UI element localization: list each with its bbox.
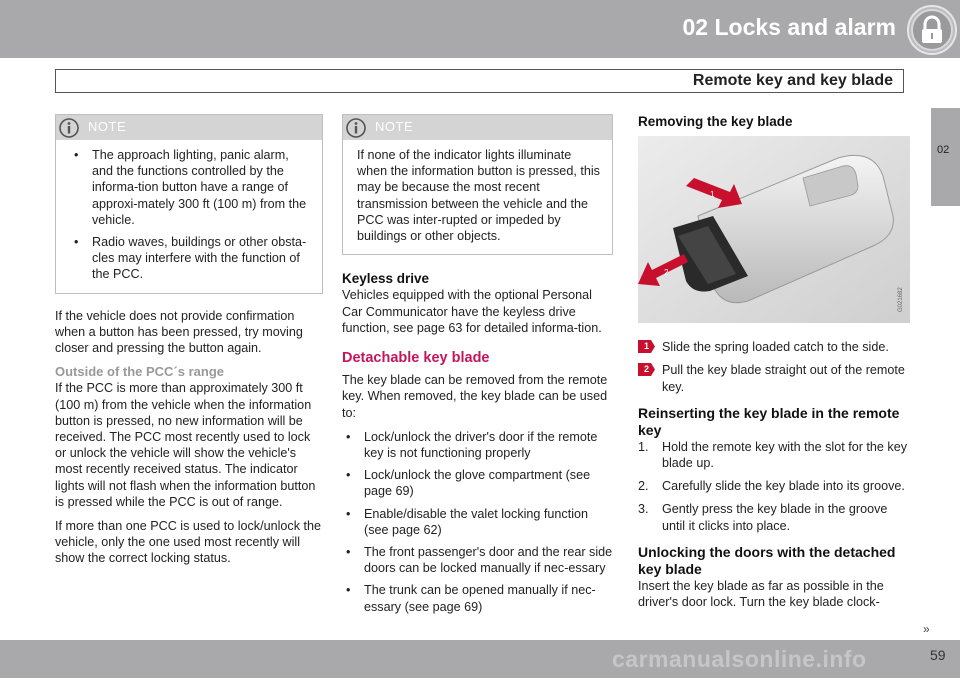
reinserting-steps — [638, 439, 910, 534]
paragraph: Vehicles equipped with the optional Personal Car Communicator have the keyless drive function, see page 63 for detailed informa-tion. — [342, 288, 602, 335]
section-bar — [55, 69, 904, 93]
note-body: If none of the indicator lights illuminate when the information button is pressed, this may be because the most recent transmission between the vehicle and the PCC was inter-rupted or impeded by buildings or other objects. — [357, 148, 600, 244]
paragraph: If the vehicle does not provide confirmation when a button has been pressed, try moving closer and pressing the button again. — [55, 308, 303, 356]
chapter-side-tab[interactable] — [931, 108, 960, 206]
note-box — [342, 114, 613, 255]
step-marker-2: 2 — [638, 363, 655, 376]
column-middle — [342, 114, 613, 615]
note-label: NOTE — [375, 119, 414, 135]
chapter-side-tab-label: 02 — [937, 144, 950, 156]
paragraph: Insert the key blade as far as possible in the driver's door lock. Turn the key blade clock- — [638, 578, 884, 610]
page-number: 59 — [930, 647, 946, 663]
figure-callout: 1 — [710, 190, 715, 200]
next-page-arrows-icon[interactable]: » — [923, 622, 927, 636]
column-left — [55, 114, 323, 575]
list-item: 1 Slide the spring loaded catch to the side. — [638, 339, 910, 355]
removing-steps — [638, 339, 910, 395]
paragraph: The key blade can be removed from the remote key. When removed, the key blade can be used to: — [342, 373, 608, 420]
heading-detachable-key-blade: Detachable key blade — [342, 350, 490, 367]
note-body — [56, 140, 322, 293]
heading-unlocking-doors: Unlocking the doors with the detached key blade — [638, 543, 896, 577]
list-item: • The trunk can be opened manually if nec-essary (see page 69) — [346, 583, 596, 614]
key-blade-illustration — [638, 136, 910, 323]
figure-code: G021682 — [898, 287, 904, 313]
list-item: 3. Gently press the key blade in the groove until it clicks into place. — [638, 502, 888, 533]
heading-reinserting-key-blade: Reinserting the key blade in the remote key — [638, 404, 900, 438]
list-item: • Radio waves, buildings or other obsta-cles may interfere with the function of the PCC. — [74, 235, 307, 282]
column-right — [638, 114, 910, 618]
list-item: 1. Hold the remote key with the slot for the key blade up. — [638, 439, 907, 471]
info-icon — [346, 118, 366, 138]
subheading-out-of-range: Outside of the PCC´s range — [55, 364, 225, 380]
list-item: • The front passenger's door and the rear side doors can be locked manually if nec-essary — [346, 545, 613, 576]
watermark: carmanualsonline.info — [612, 646, 867, 672]
note-header — [56, 115, 322, 140]
note-label: NOTE — [88, 119, 127, 135]
list-item: 2 Pull the key blade straight out of the remote key. — [638, 362, 910, 394]
note-header — [343, 115, 612, 140]
list-item: • The approach lighting, panic alarm, and the functions controlled by the informa-tion button have a range of approxi-mately 300 ft (100 m) from the vehicle. — [74, 148, 307, 227]
list-item: • Lock/unlock the glove compartment (see page 69) — [346, 468, 591, 499]
paragraph: If more than one PCC is used to lock/unlock the vehicle, only the one used most recently will show the correct locking status. — [55, 519, 322, 566]
heading-removing-key-blade: Removing the key blade — [638, 114, 793, 129]
section-title: Remote key and key blade — [692, 72, 893, 89]
note-box — [55, 114, 323, 294]
paragraph: If the PCC is more than approximately 300 ft (100 m) from the vehicle when the information button is pressed, no new information will be received. The PCC most recently used to lock or unlock the vehicle will show the vehicle's most recently received status. The indicator lights will not flash when the information button is pressed while the PCC is out of range. — [55, 381, 316, 509]
heading-keyless-drive: Keyless drive — [342, 271, 430, 287]
chapter-title: 02 Locks and alarm — [682, 14, 896, 40]
list-item: • Lock/unlock the driver's door if the remote key is not functioning properly — [346, 429, 598, 461]
key-blade-uses-list — [342, 429, 613, 615]
step-marker-1: 1 — [638, 340, 655, 353]
list-item: • Enable/disable the valet locking function (see page 62) — [346, 506, 589, 537]
note-bullet-list — [70, 147, 312, 283]
figure-callout: 2 — [664, 268, 669, 278]
list-item: 2. Carefully slide the key blade into its groove. — [638, 479, 905, 494]
info-icon — [59, 118, 79, 138]
padlock-icon — [907, 5, 957, 55]
